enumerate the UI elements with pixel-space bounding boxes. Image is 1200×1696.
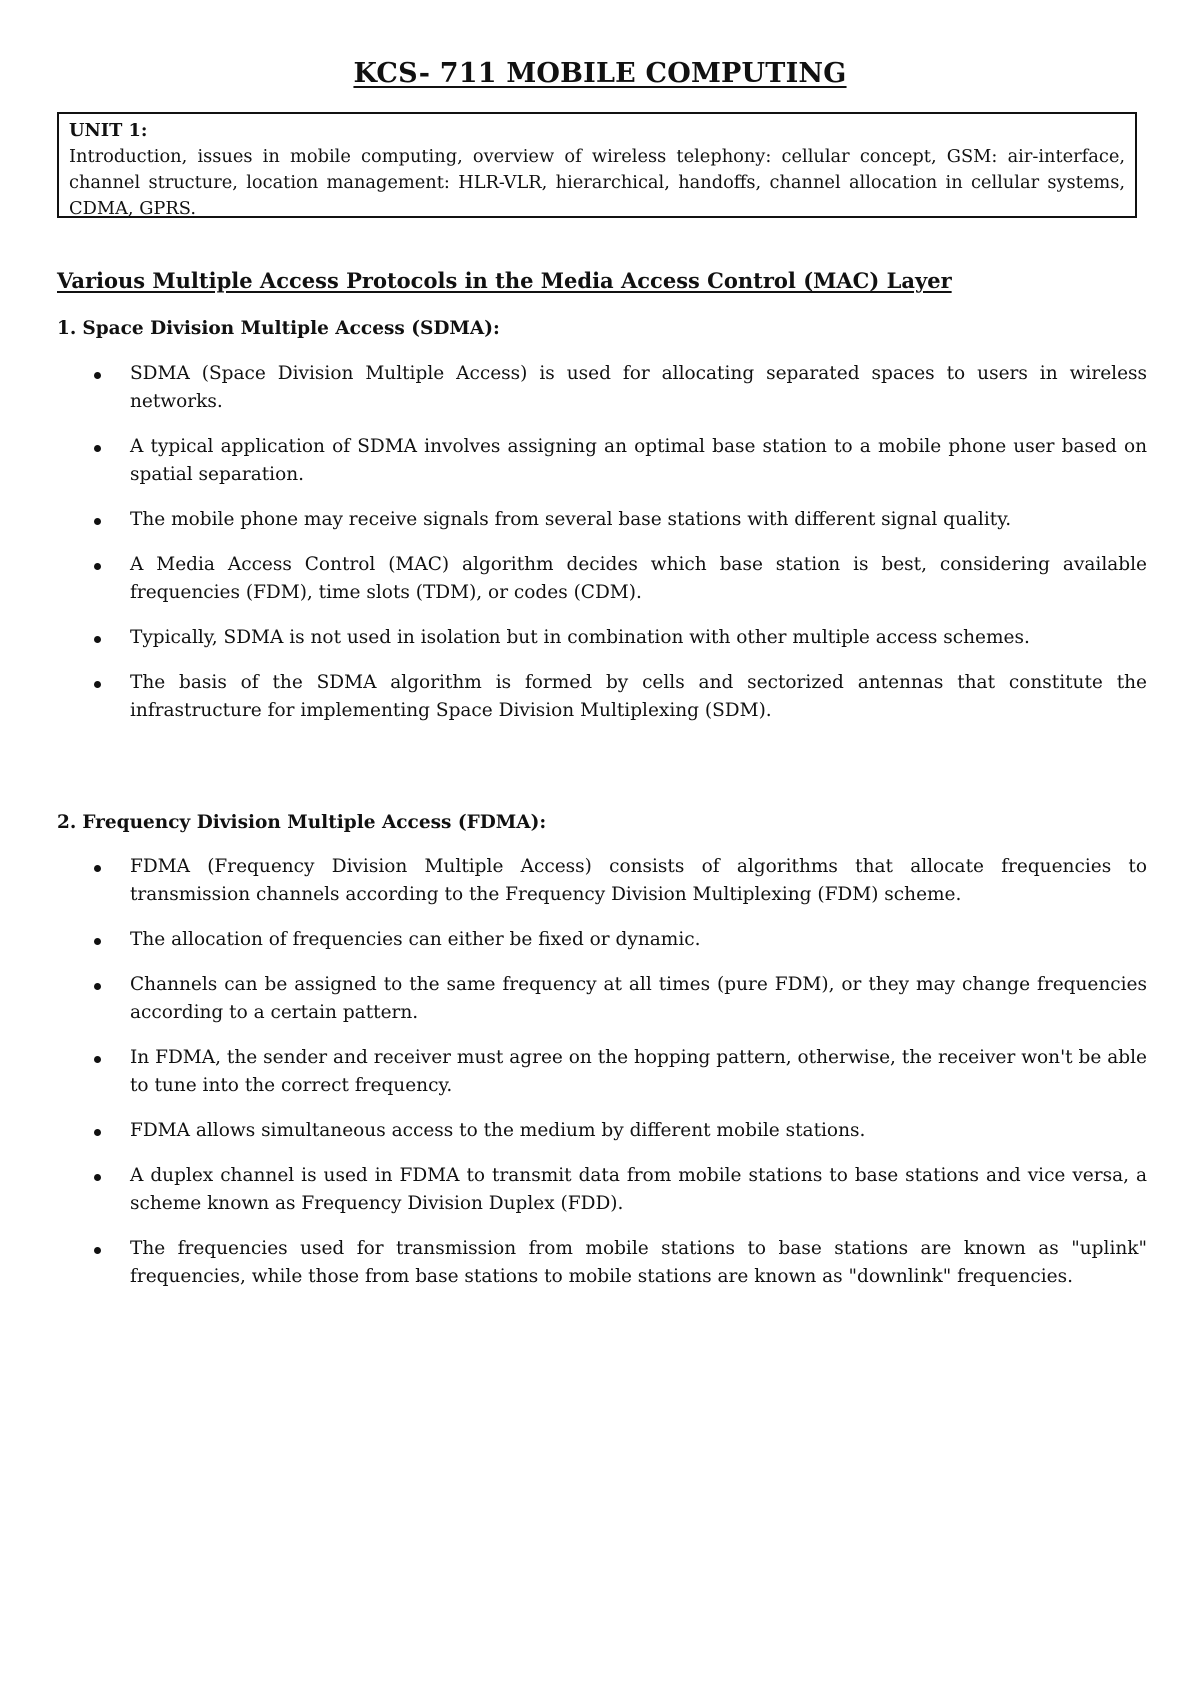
bullet-icon <box>94 938 101 945</box>
list-item-text: A Media Access Control (MAC) algorithm decides which base station is best, considering available frequencies (FDM), time slots (TDM), or codes (CDM). <box>130 554 1147 603</box>
bullet-icon <box>94 563 101 570</box>
subsection-heading-sdma <box>57 318 500 339</box>
subsection-title: Space Division Multiple Access (SDMA): <box>82 318 500 339</box>
fdma-bullet-list <box>90 853 1147 1308</box>
bullet-icon <box>94 681 101 688</box>
list-item <box>90 551 1147 607</box>
list-item-text: Typically, SDMA is not used in isolation but in combination with other multiple access schemes. <box>130 627 1030 648</box>
list-item <box>90 1044 1147 1100</box>
list-item <box>90 1235 1147 1291</box>
bullet-icon <box>94 518 101 525</box>
list-item-text: The frequencies used for transmission from mobile stations to base stations are known as "uplink" frequencies, while those from base stations to mobile stations are known as "downlink" frequencies. <box>130 1238 1147 1287</box>
bullet-icon <box>94 1247 101 1254</box>
subsection-title: Frequency Division Multiple Access (FDMA): <box>82 812 547 833</box>
list-item-text: FDMA (Frequency Division Multiple Access) consists of algorithms that allocate frequencies to transmission channels according to the Frequency Division Multiplexing (FDM) scheme. <box>130 856 1147 905</box>
list-item <box>90 971 1147 1027</box>
document-title: KCS- 711 MOBILE COMPUTING <box>353 58 847 89</box>
list-item-text: SDMA (Space Division Multiple Access) is used for allocating separated spaces to users in wireless networks. <box>130 363 1147 412</box>
section-heading: Various Multiple Access Protocols in the Media Access Control (MAC) Layer <box>57 268 952 293</box>
list-item <box>90 433 1147 489</box>
list-item-text: The mobile phone may receive signals from several base stations with different signal quality. <box>130 509 1012 530</box>
unit-syllabus-box <box>57 112 1137 218</box>
list-item <box>90 624 1147 652</box>
list-item <box>90 926 1147 954</box>
subsection-number: 1. <box>57 318 77 339</box>
bullet-icon <box>94 636 101 643</box>
list-item-text: The basis of the SDMA algorithm is formed by cells and sectorized antennas that constitute the infrastructure for implementing Space Division Multiplexing (SDM). <box>130 672 1147 721</box>
list-item <box>90 669 1147 725</box>
list-item-text: Channels can be assigned to the same frequency at all times (pure FDM), or they may change frequencies according to a certain pattern. <box>130 974 1147 1023</box>
list-item <box>90 506 1147 534</box>
list-item <box>90 1117 1147 1145</box>
list-item-text: A duplex channel is used in FDMA to transmit data from mobile stations to base stations and vice versa, a scheme known as Frequency Division Duplex (FDD). <box>130 1165 1147 1214</box>
bullet-icon <box>94 1056 101 1063</box>
bullet-icon <box>94 445 101 452</box>
list-item <box>90 1162 1147 1218</box>
unit-description: Introduction, issues in mobile computing, overview of wireless telephony: cellular concept, GSM: air-interface, channel structure, location management: HLR-VLR, hierarchical, handoffs, channel allocation in cellular systems, CDMA, GPRS. <box>69 146 1125 219</box>
bullet-icon <box>94 865 101 872</box>
list-item-text: The allocation of frequencies can either be fixed or dynamic. <box>130 929 701 950</box>
list-item-text: In FDMA, the sender and receiver must agree on the hopping pattern, otherwise, the receiver won't be able to tune into the correct frequency. <box>130 1047 1147 1096</box>
list-item-text: A typical application of SDMA involves assigning an optimal base station to a mobile phone user based on spatial separation. <box>130 436 1147 485</box>
list-item <box>90 853 1147 909</box>
list-item-text: FDMA allows simultaneous access to the medium by different mobile stations. <box>130 1120 866 1141</box>
subsection-heading-fdma <box>57 812 546 833</box>
bullet-icon <box>94 983 101 990</box>
bullet-icon <box>94 372 101 379</box>
subsection-number: 2. <box>57 812 77 833</box>
sdma-bullet-list <box>90 360 1147 742</box>
unit-heading: UNIT 1: <box>69 120 148 141</box>
list-item <box>90 360 1147 416</box>
bullet-icon <box>94 1174 101 1181</box>
bullet-icon <box>94 1129 101 1136</box>
